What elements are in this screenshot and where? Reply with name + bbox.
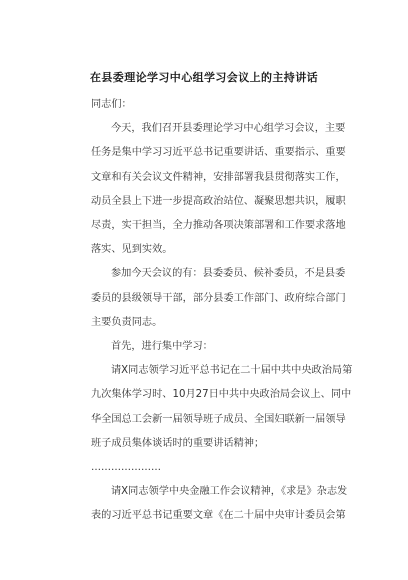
paragraph-line: 九次集体学习时、10月27日中共中央政治局会议上、同中 [91, 389, 352, 401]
paragraph-line: 文章和有关会议文件精神，安排部署我县贯彻落实工作， [91, 171, 346, 183]
paragraph-line: 参加今天会议的有：县委委员、候补委员，不是县委 [111, 268, 346, 280]
paragraph-line: 请X同志领学习近平总书记在二十届中共中央政治局第 [111, 365, 353, 377]
paragraph-line: 尽责，实干担当，全力推动各项决策部署和工作要求落地 [91, 220, 346, 232]
paragraph-line: 今天，我们召开县委理论学习中心组学习会议，主要 [111, 123, 346, 135]
paragraph-line: 主要负责同志。 [91, 316, 163, 328]
salutation-line: 同志们： [91, 99, 132, 111]
document-title: 在县委理论学习中心组学习会议上的主持讲话 [90, 71, 318, 84]
paragraph-line: 任务是集中学习习近平总书记重要讲话、重要指示、重要 [91, 147, 346, 159]
ellipsis-line: ………………… [91, 461, 161, 473]
paragraph-line: 请X同志领学中央金融工作会议精神，《求是》杂志发 [111, 486, 348, 498]
paragraph-line: 落实、见到实效。 [91, 244, 173, 256]
document-body [91, 93, 353, 528]
paragraph-line: 委员的县级领导干部，部分县委工作部门、政府综合部门 [91, 292, 346, 304]
paragraph-line: 动员全县上下进一步提高政治站位、凝聚思想共识，履职 [91, 195, 346, 207]
paragraph-line: 表的习近平总书记重要文章《在二十届中央审计委员会第 [91, 510, 346, 522]
paragraph-line: 华全国总工会新一届领导班子成员、全国妇联新一届领导 [91, 413, 346, 425]
paragraph-line: 班子成员集体谈话时的重要讲话精神； [91, 437, 265, 449]
paragraph-line: 首先，进行集中学习： [111, 340, 213, 352]
